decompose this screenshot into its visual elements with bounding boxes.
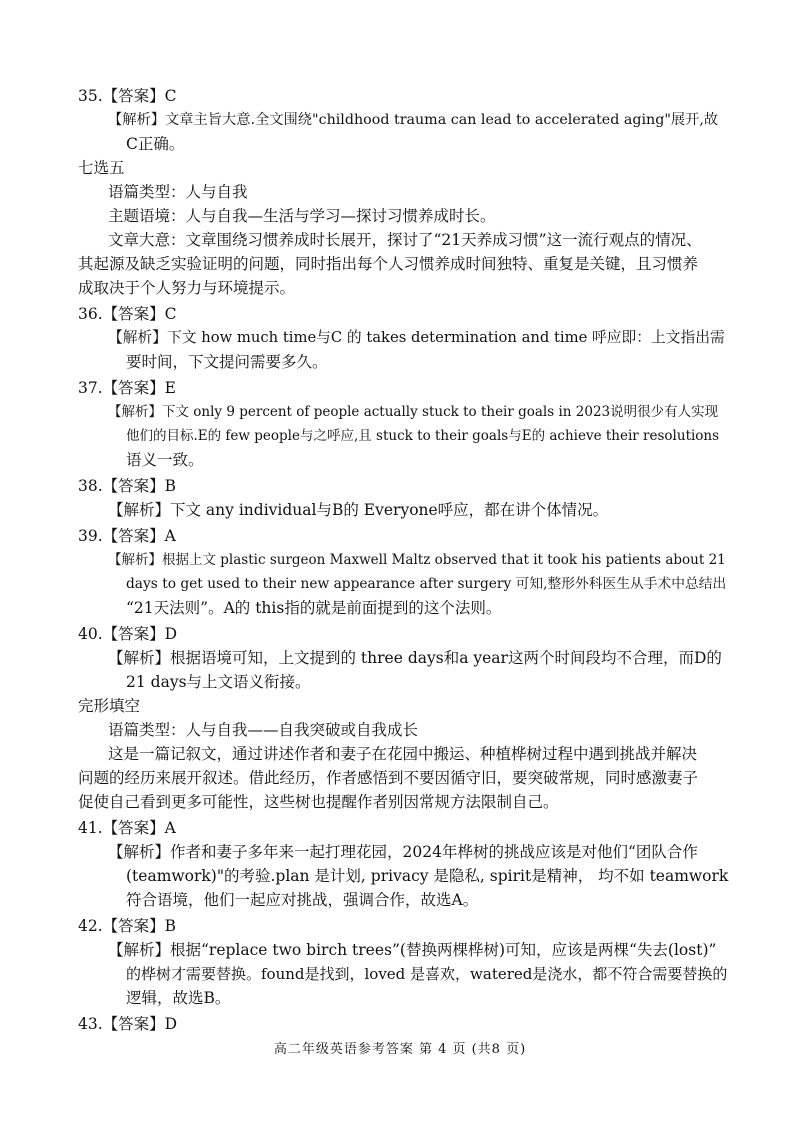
cloze-summary: 这是一篇记叙文，通过讲述作者和妻子在花园中搬运、种植桦树过程中遇到挑战并解决 xyxy=(108,745,698,763)
analysis-39-cont-2: “21天法则”。A的 this指的就是前面提到的这个法则。 xyxy=(126,599,502,617)
answer-36: 36.【答案】C xyxy=(78,305,177,323)
answer-35: 35.【答案】C xyxy=(78,87,177,105)
cloze-passage-type: 语篇类型：人与自我——自我突破或自我成长 xyxy=(108,721,419,739)
main-idea-cont-1: 其起源及缺乏实验证明的问题，同时指出每个人习惯养成时间独特、重复是关键，且习惯养 xyxy=(78,255,699,273)
analysis-41: 【解析】作者和妻子多年来一起打理花园，2024年桦树的挑战应该是对他们“团队合作 xyxy=(108,843,698,861)
analysis-42-cont-1: 的桦树才需要替换。found是找到，loved 是喜欢，watered是浇水，都不符合需要替换的 xyxy=(126,965,728,983)
answer-38: 38.【答案】B xyxy=(78,477,177,495)
analysis-42-cont-2: 逻辑，故选B。 xyxy=(126,989,231,1007)
analysis-37-cont-2: 语义一致。 xyxy=(126,451,204,469)
analysis-35-cont: C正确。 xyxy=(126,135,185,153)
analysis-38: 【解析】下文 any individual与B的 Everyone呼应，都在讲个体情况。 xyxy=(108,501,609,519)
section-heading-wanxing: 完形填空 xyxy=(78,697,141,715)
analysis-40: 【解析】根据语境可知，上文提到的 three days和a year这两个时间段均不合理，而D的 xyxy=(108,649,722,667)
page-content xyxy=(78,84,728,1036)
analysis-39: 【解析】根据上文 plastic surgeon Maxwell Maltz observed that it took his patients about 21 xyxy=(108,552,726,568)
section-heading-qixuanwu: 七选五 xyxy=(78,159,125,177)
answer-42: 42.【答案】B xyxy=(78,917,177,935)
analysis-36-cont: 要时间，下文提问需要多久。 xyxy=(126,353,328,371)
passage-type: 语篇类型：人与自我 xyxy=(108,183,248,201)
theme-context: 主题语境：人与自我—生活与学习—探讨习惯养成时长。 xyxy=(108,207,496,225)
analysis-41-cont-1: (teamwork)"的考验.plan 是计划, privacy 是隐私, spirit是精神， 均不如 teamwork xyxy=(126,867,729,885)
main-idea-cont-2: 成取决于个人努力与环境提示。 xyxy=(78,279,296,297)
answer-41: 41.【答案】A xyxy=(78,819,176,837)
answer-40: 40.【答案】D xyxy=(78,625,178,643)
analysis-42: 【解析】根据“replace two birch trees”(替换两棵桦树)可知，应该是两棵“失去(lost)” xyxy=(108,941,717,959)
answer-43: 43.【答案】D xyxy=(78,1015,178,1033)
analysis-37-cont-1: 他们的目标.E的 few people与之呼应,且 stuck to their goals与E的 achieve their resolutions xyxy=(126,428,720,444)
analysis-37: 【解析】下文 only 9 percent of people actually stuck to their goals in 2023说明很少有人实现 xyxy=(108,404,719,420)
analysis-36: 【解析】下文 how much time与C 的 takes determination and time 呼应即：上文指出需 xyxy=(108,329,725,346)
analysis-40-cont: 21 days与上文语义衔接。 xyxy=(126,673,311,691)
analysis-39-cont-1: days to get used to their new appearance after surgery 可知,整形外科医生从手术中总结出 xyxy=(126,576,727,592)
page-footer: 高二年级英语参考答案 第 4 页 (共8 页) xyxy=(273,1042,527,1057)
cloze-summary-cont-2: 促使自己看到更多可能性，这些树也提醒作者别因常规方法限制自己。 xyxy=(78,793,559,811)
answer-37: 37.【答案】E xyxy=(78,379,176,397)
cloze-summary-cont-1: 问题的经历来展开叙述。借此经历，作者感悟到不要因循守旧，要突破常规，同时感激妻子 xyxy=(78,769,699,787)
answer-39: 39.【答案】A xyxy=(78,527,176,545)
main-idea: 文章大意：文章围绕习惯养成时长展开，探讨了“21天养成习惯”这一流行观点的情况、 xyxy=(108,231,702,249)
analysis-41-cont-2: 符合语境，他们一起应对挑战，强调合作，故选A。 xyxy=(126,891,479,909)
analysis-35: 【解析】文章主旨大意.全文围绕"childhood trauma can lead to accelerated aging"展开,故 xyxy=(108,112,719,128)
